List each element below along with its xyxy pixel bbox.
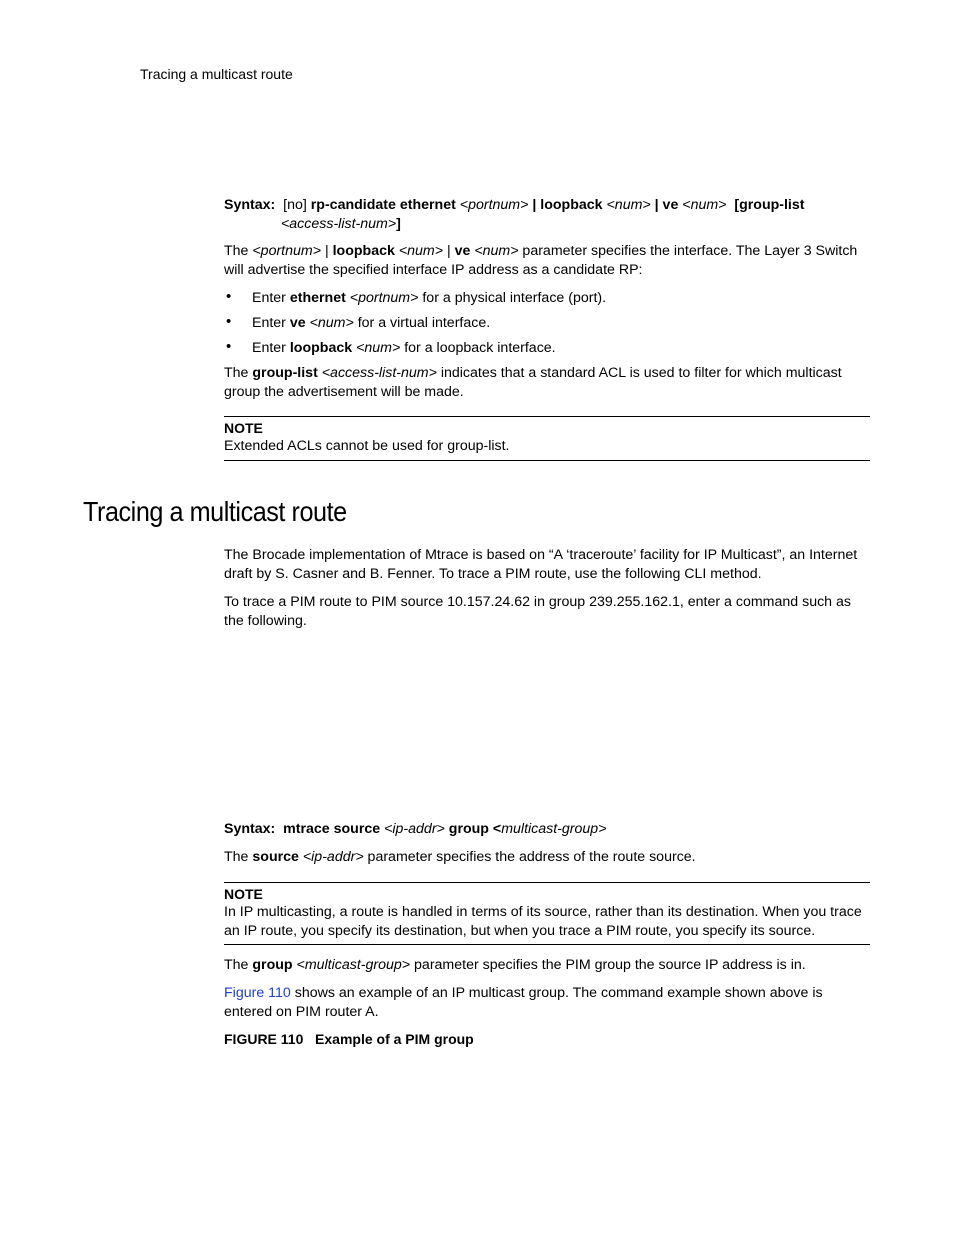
- section-heading: Tracing a multicast route: [83, 496, 347, 527]
- note-bottom-rule: [224, 944, 870, 945]
- paragraph-source: The source <ip-addr> parameter specifies the address of the route source.: [224, 849, 696, 865]
- note-bottom-rule: [224, 460, 870, 461]
- note-text: Extended ACLs cannot be used for group-list.: [224, 438, 510, 454]
- note-label: NOTE: [224, 886, 263, 902]
- note-text: In IP multicasting, a route is handled in terms of its source, rather than its destination. When you trace an IP route, you specify its destination, but when you trace a PIM route, you specify its source.: [224, 904, 862, 939]
- figure-label: FIGURE 110: [224, 1031, 304, 1047]
- figure-title: Example of a PIM group: [315, 1031, 474, 1047]
- list-item: Enter ve <num> for a virtual interface.: [252, 315, 491, 331]
- bullet-dot: •: [226, 338, 232, 355]
- syntax-acl: <access-list-num>: [281, 216, 397, 232]
- syntax-group-list: [group-list: [734, 197, 805, 213]
- bullet-dot: •: [226, 288, 232, 305]
- note-label: NOTE: [224, 420, 263, 436]
- syntax-close: ]: [396, 216, 401, 232]
- syntax-cmd: mtrace source: [283, 821, 381, 837]
- syntax-label: Syntax:: [224, 197, 276, 213]
- syntax-block-rp-candidate: [224, 196, 870, 234]
- paragraph-trace-pim: To trace a PIM route to PIM source 10.157.24.62 in group 239.255.162.1, enter a command such as the following.: [224, 594, 851, 629]
- figure-caption: [224, 1031, 474, 1047]
- syntax-cmd: rp-candidate ethernet: [310, 197, 456, 213]
- paragraph-group: The group <multicast-group> parameter specifies the PIM group the source IP address is in.: [224, 957, 806, 973]
- list-item: Enter loopback <num> for a loopback interface.: [252, 340, 556, 356]
- syntax-portnum: <portnum>: [459, 197, 529, 213]
- paragraph-group-list: The group-list <access-list-num> indicates that a standard ACL is used to filter for which multicast group the advertisement will be made.: [224, 365, 842, 400]
- syntax-no: [no]: [283, 197, 307, 213]
- paragraph-interface: The <portnum> | loopback <num> | ve <num> parameter specifies the interface. The Layer 3 Switch will advertise the specified interface IP address as a candidate RP:: [224, 243, 858, 278]
- syntax-num2: <num>: [682, 197, 727, 213]
- note-top-rule: [224, 416, 870, 417]
- syntax-multicast-group: multicast-group>: [501, 821, 607, 837]
- syntax-num1: <num>: [606, 197, 651, 213]
- running-header: Tracing a multicast route: [140, 66, 293, 82]
- syntax-group: group <: [448, 821, 502, 837]
- list-item: Enter ethernet <portnum> for a physical interface (port).: [252, 290, 607, 306]
- syntax-loopback: | loopback: [532, 197, 603, 213]
- syntax-label: Syntax:: [224, 821, 276, 837]
- syntax-ve: | ve: [654, 197, 679, 213]
- bullet-dot: •: [226, 313, 232, 330]
- note-top-rule: [224, 882, 870, 883]
- paragraph-mtrace-intro: The Brocade implementation of Mtrace is based on “A ‘traceroute’ facility for IP Multicast”, an Internet draft by S. Casner and B. Fenner. To trace a PIM route, use the following CLI method.: [224, 547, 858, 582]
- syntax-block-mtrace: [224, 820, 870, 839]
- figure-110-link[interactable]: Figure 110: [224, 985, 291, 1001]
- syntax-ip-addr: <ip-addr>: [384, 821, 445, 837]
- paragraph-figure-ref: Figure 110 shows an example of an IP multicast group. The command example shown above is entered on PIM router A.: [224, 985, 823, 1020]
